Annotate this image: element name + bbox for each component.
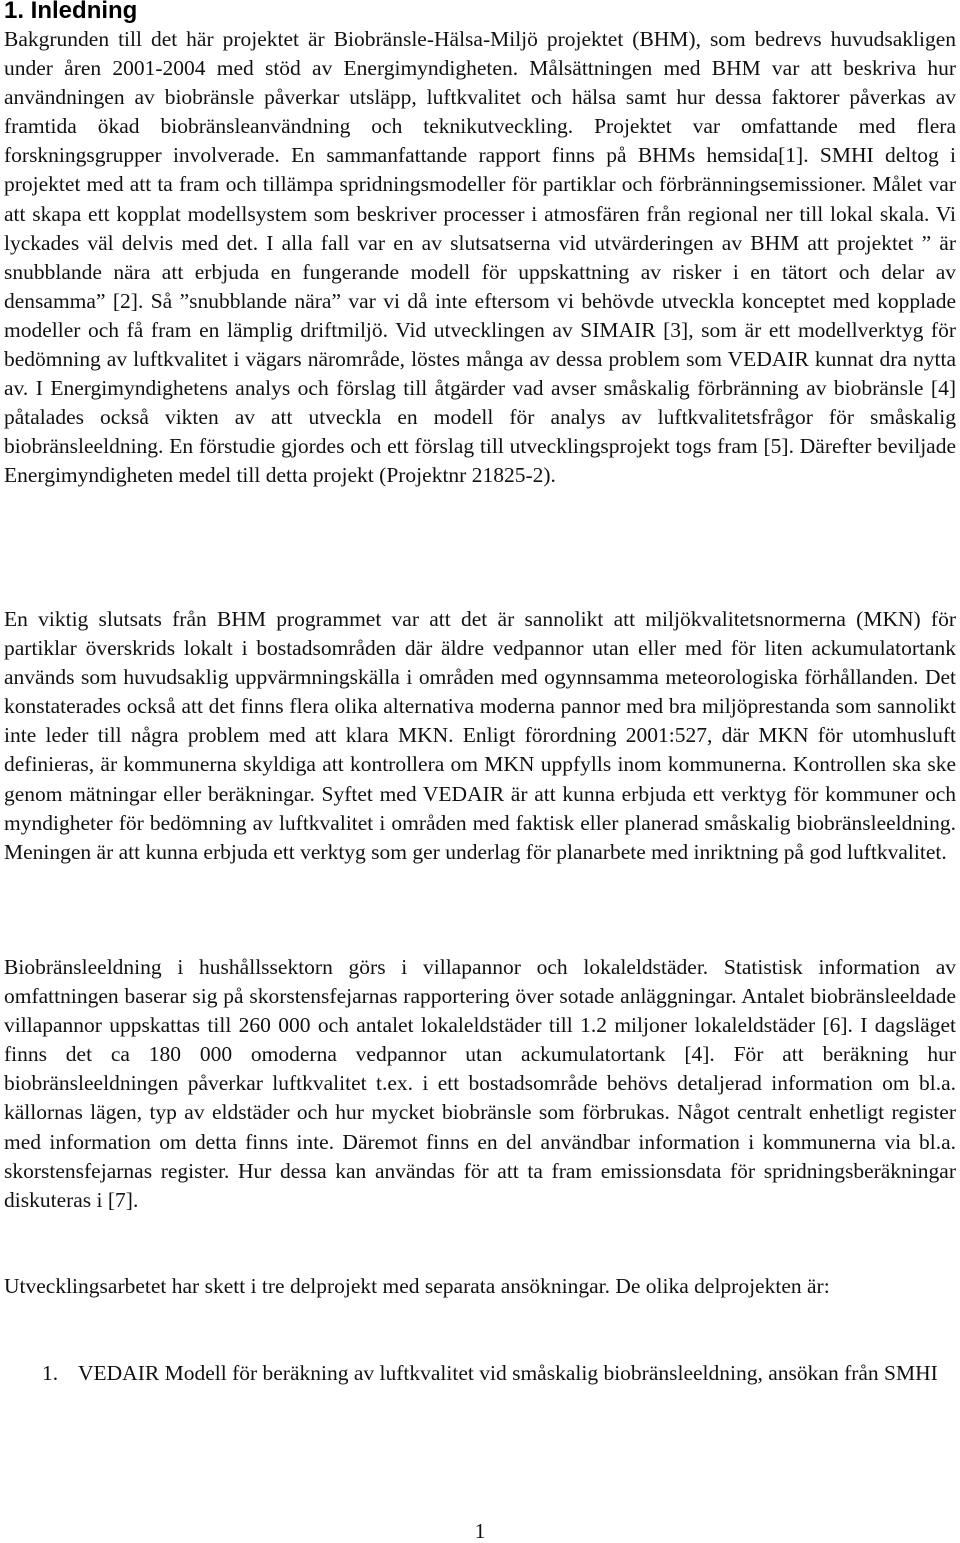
paragraph-conclusion: En viktig slutsats från BHM programmet var att det är sannolikt att miljökvalitetsnormerna (MKN) för partiklar överskrids lokalt i bostadsområden där äldre vedpannor utan eller med för liten ackumulatortank används som huvudsaklig uppvärmningskälla i områden med ogynnsamma meteorologiska förhållanden. Det konstaterades också att det finns flera olika alternativa moderna pannor med bra miljöprestanda som sannolikt inte leder till några problem med att klara MKN. Enligt förordning 2001:527, där MKN för utomhusluft definieras, är kommunerna skyldiga att kontrollera om MKN uppfylls inom kommunerna. Kontrollen ska ske genom mätningar eller beräkningar. Syftet med VEDAIR är att kunna erbjuda ett verktyg för kommuner och myndigheter för bedömning av luftkvalitet i områden med faktisk eller planerad småskalig biobränsleeldning. Meningen är att kunna erbjuda ett verktyg som ger underlag för planarbete med inriktning på god luftkvalitet. (4, 607, 956, 864)
paragraph-biofuel-statistics: Biobränsleeldning i hushållssektorn görs i villapannor och lokaleldstäder. Statistisk information av omfattningen baserar sig på skorstensfejarnas rapportering över sotade anläggningar. Antalet biobränsleeldade villapannor uppskattas till 260 000 och antalet lokaleldstäder till 1.2 miljoner lokaleldstäder [6]. I dagsläget finns det ca 180 000 omoderna vedpannor utan ackumulatortank [4]. För att beräkning hur biobränsleeldningen påverkar luftkvalitet t.ex. i ett bostadsområde behövs detaljerad information om bl.a. källornas lägen, typ av eldstäder och hur mycket biobränsle som förbrukas. Något centralt enhetligt register med information om detta finns inte. Däremot finns en del användbar information i kommunerna via bl.a. skorstensfejarnas register. Hur dessa kan användas för att ta fram emissionsdata för spridningsberäkningar diskuteras i [7]. (4, 955, 956, 1212)
paragraph-background: Bakgrunden till det här projektet är Biobränsle-Hälsa-Miljö projektet (BHM), som bedrevs huvudsakligen under åren 2001-2004 med stöd av Energimyndigheten. Målsättningen med BHM var att beskriva hur användningen av biobränsle påverkar utsläpp, luftkvalitet och hälsa samt hur dessa faktorer påverkas av framtida ökad biobränsleanvändning och teknikutveckling. Projektet var omfattande med flera forskningsgrupper involverade. En sammanfattande rapport finns på BHMs hemsida[1]. SMHI deltog i projektet med att ta fram och tillämpa spridningsmodeller för partiklar och förbränningsemissioner. Målet var att skapa ett kopplat modellsystem som beskriver processer i atmosfären från regional ner till lokal skala. Vi lyckades väl delvis med det. I alla fall var en av slutsatserna vid utvärderingen av BHM att projektet ” är snubblande nära att erbjuda en fungerande modell för uppskattning av risker i en tätort och delar av densamma” [2]. Så ”snubblande nära” var vi då inte eftersom vi behövde utveckla konceptet med kopplade modeller och få fram en lämplig driftmiljö. Vid utvecklingen av SIMAIR [3], som är ett modellverktyg för bedömning av luftkvalitet i vägars närområde, löstes många av dessa problem som VEDAIR kunnat dra nytta av. I Energimyndighetens analys och förslag till åtgärder vad avser småskalig förbränning av biobränsle [4] påtalades också vikten av att utveckla en modell för analys av luftkvalitetsfrågor för småskalig biobränsleeldning. En förstudie gjordes och ett förslag till utvecklingsprojekt togs fram [5]. Därefter beviljade Energimyndigheten medel till detta projekt (Projektnr 21825-2). (4, 27, 956, 488)
subproject-list (4, 1359, 956, 1388)
list-item (4, 1359, 956, 1388)
section-heading: 1. Inledning (4, 0, 138, 24)
page-number: 1 (474, 1519, 486, 1543)
list-item-number: 1. (42, 1361, 59, 1385)
paragraph-subprojects-intro: Utvecklingsarbetet har skett i tre delprojekt med separata ansökningar. De olika delprojekten är: (4, 1274, 830, 1298)
list-item-text: VEDAIR Modell för beräkning av luftkvalitet vid småskalig biobränsleeldning, ansökan från SMHI (78, 1361, 938, 1385)
